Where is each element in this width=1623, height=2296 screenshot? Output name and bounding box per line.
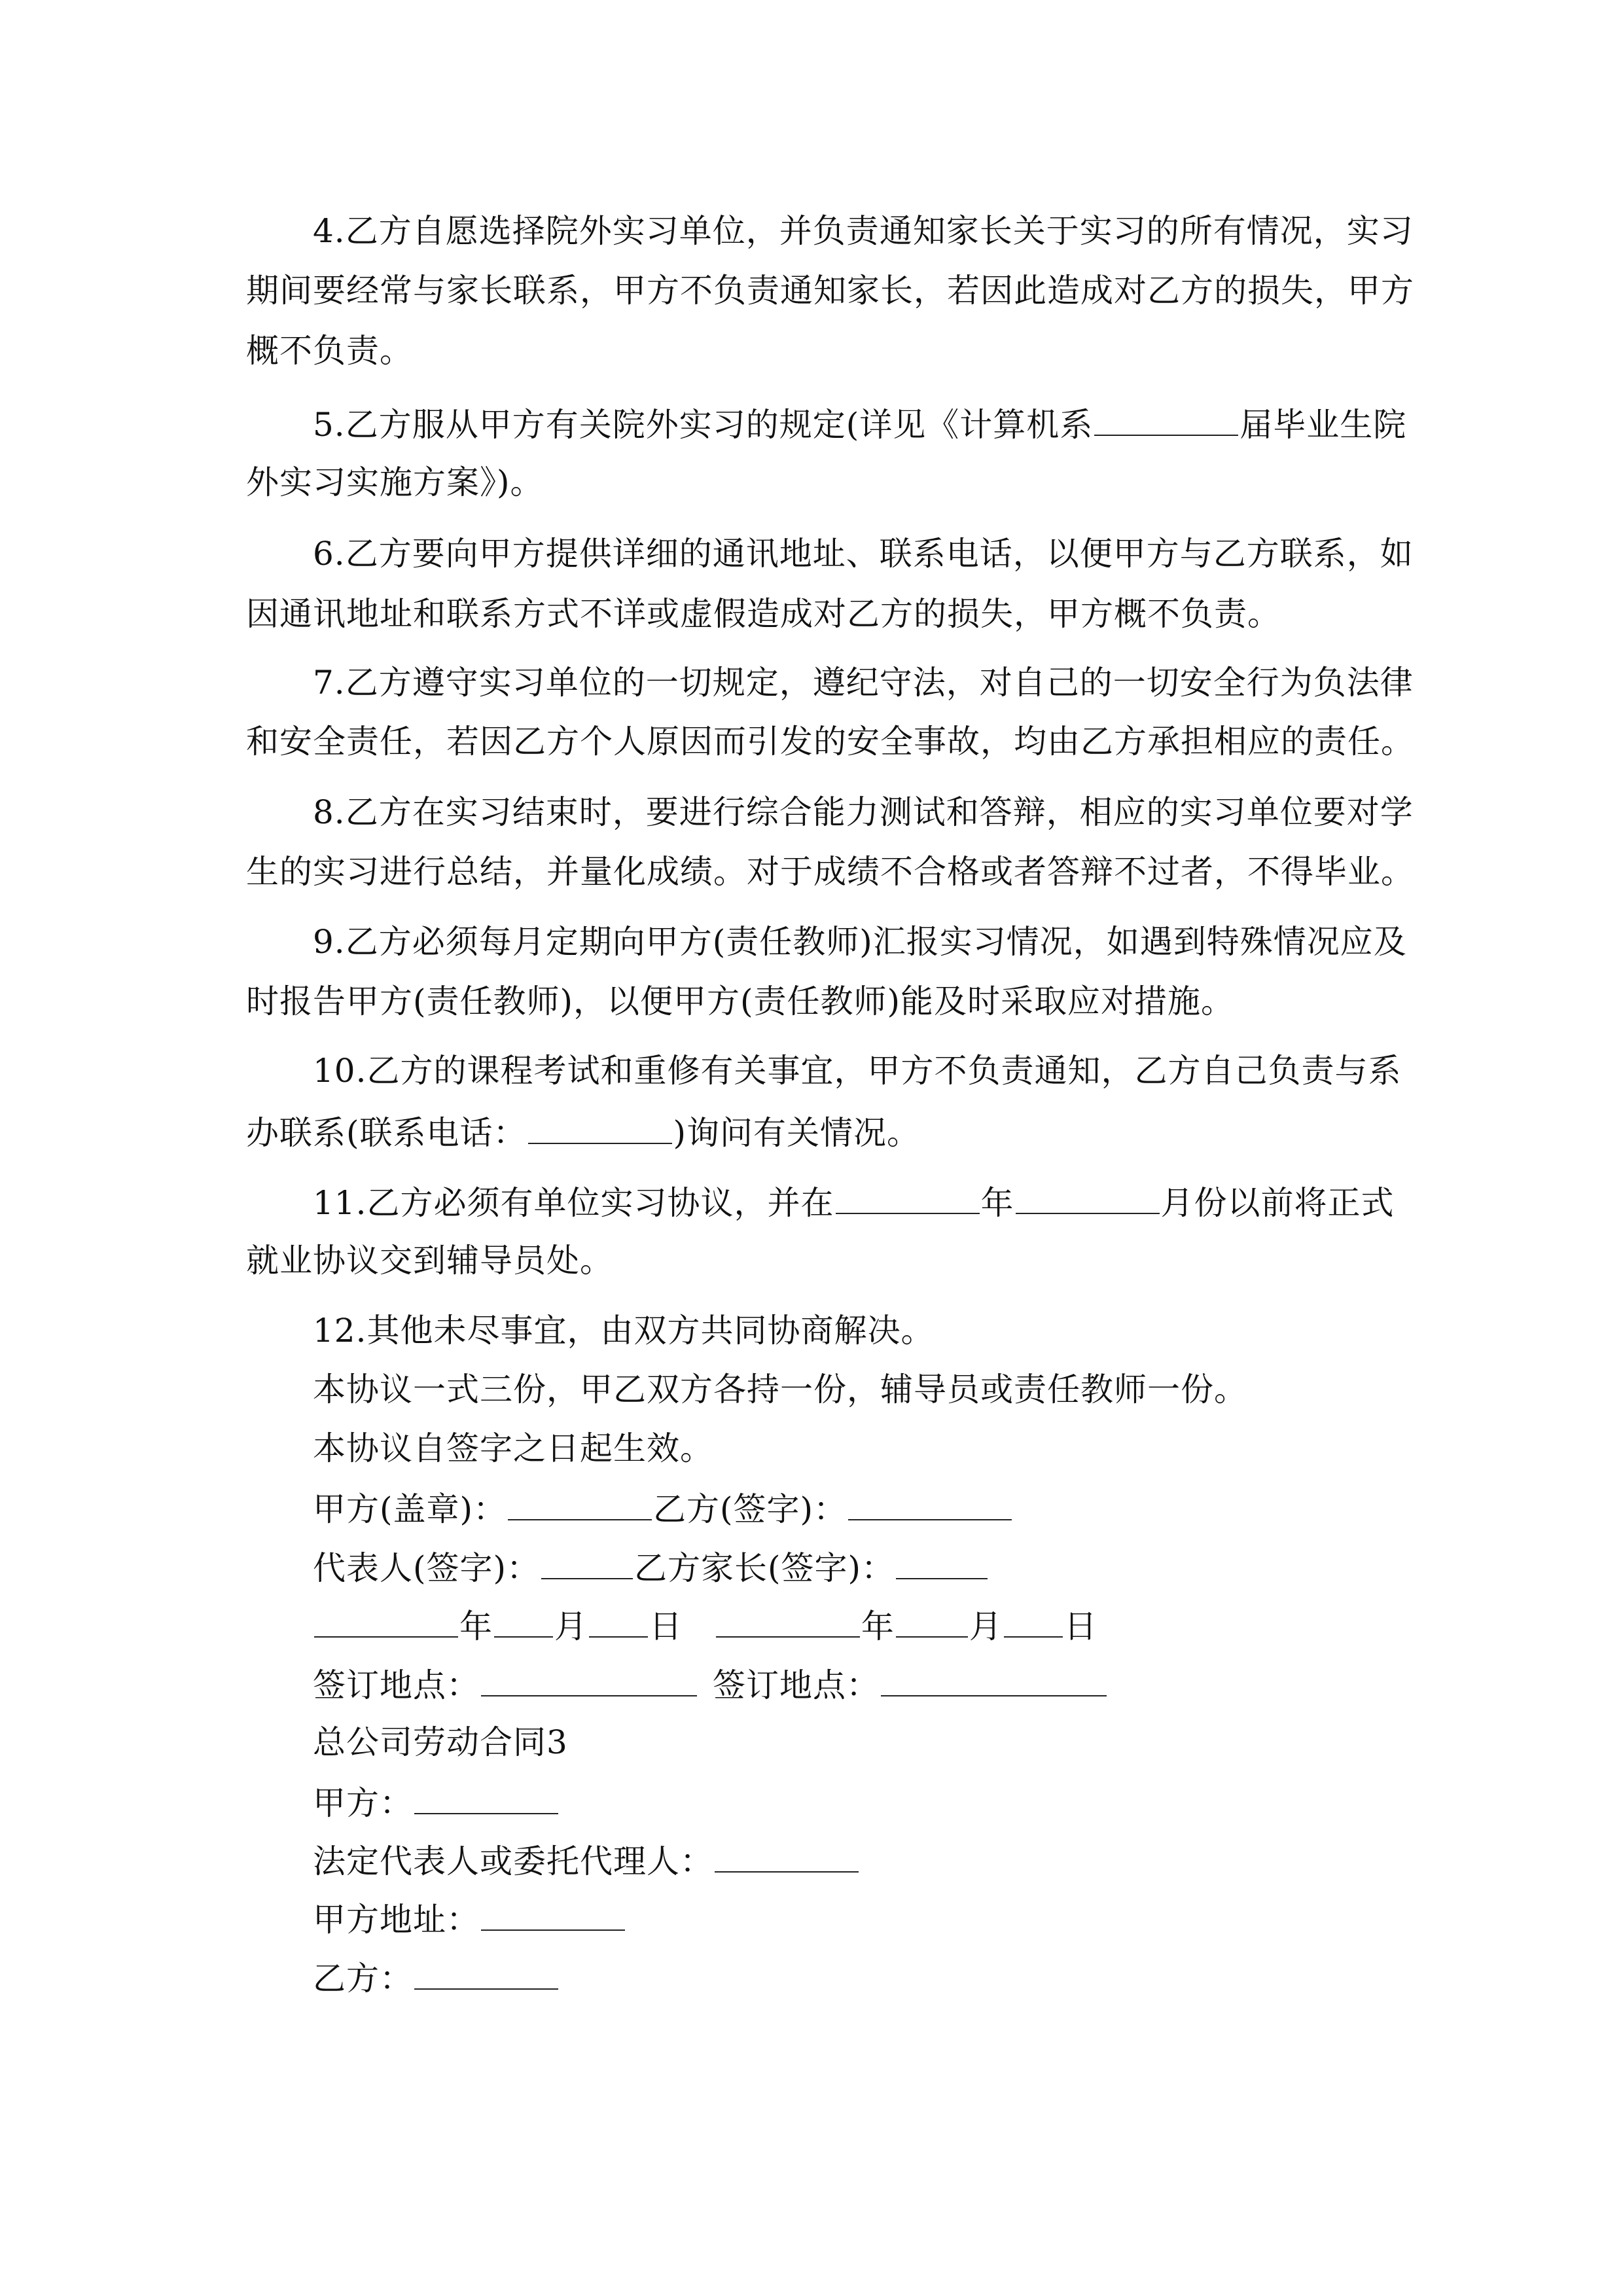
clause-4-line-2: 期间要经常与家长联系，甲方不负责通知家长，若因此造成对乙方的损失，甲方 (246, 272, 1414, 310)
contract-3-party-b-blank (414, 1957, 558, 1990)
date-b-month-label: 月 (969, 1607, 1003, 1645)
date-b-day-label: 日 (1063, 1607, 1097, 1645)
contract-3-party-a-blank (414, 1782, 558, 1814)
clause-4-line-1: 4.乙方自愿选择院外实习单位，并负责通知家长关于实习的所有情况，实习 (313, 212, 1414, 250)
date-b-year-blank (716, 1605, 860, 1638)
contract-3-party-b-label: 乙方： (313, 1960, 413, 1998)
date-a-day-blank (589, 1605, 648, 1638)
party-b-sign-blank (848, 1488, 1012, 1520)
clause-10-line-2 (246, 1111, 920, 1151)
signature-row-representatives (313, 1547, 989, 1586)
party-b-parent-label: 乙方家长(签字)： (634, 1549, 895, 1587)
contract-3-legal-rep-label: 法定代表人或委托代理人： (313, 1842, 713, 1880)
date-b-day-blank (1004, 1605, 1063, 1638)
effective-statement: 本协议自签字之日起生效。 (313, 1429, 713, 1467)
clause-12: 12.其他未尽事宜，由双方共同协商解决。 (313, 1312, 935, 1350)
contract-3-party-a-label: 甲方： (313, 1784, 413, 1822)
clause-4-line-3: 概不负责。 (246, 332, 413, 370)
party-b-sign-label: 乙方(签字)： (653, 1490, 847, 1528)
party-a-seal-blank (508, 1488, 652, 1520)
clause-5-line-2: 外实习实施方案》)。 (246, 463, 544, 501)
clause-8-line-1: 8.乙方在实习结束时，要进行综合能力测试和答辩，相应的实习单位要对学 (313, 793, 1414, 831)
representative-blank (541, 1547, 633, 1579)
copies-statement: 本协议一式三份，甲乙双方各持一份，辅导员或责任教师一份。 (313, 1371, 1247, 1408)
party-b-parent-blank (896, 1547, 988, 1579)
contract-3-party-b (313, 1957, 560, 1996)
clause-10-text-a: 办联系(联系电话： (246, 1114, 527, 1152)
contract-3-party-a-address-blank (481, 1898, 625, 1931)
clause-11-text-a: 11.乙方必须有单位实习协议，并在 (313, 1184, 834, 1222)
contact-phone-blank (528, 1111, 672, 1144)
clause-7-line-1: 7.乙方遵守实习单位的一切规定，遵纪守法，对自己的一切安全行为负法律 (313, 664, 1414, 702)
clause-5-text-a: 5.乙方服从甲方有关院外实习的规定(详见《计算机系 (313, 406, 1094, 444)
party-a-seal-label: 甲方(盖章)： (313, 1490, 507, 1528)
clause-5-line-1 (313, 403, 1406, 442)
signature-row-dates (313, 1605, 1097, 1644)
signature-row-places (313, 1664, 1108, 1703)
date-a-month-blank (494, 1605, 553, 1638)
place-a-blank (481, 1664, 697, 1696)
clause-5-text-b: 届毕业生院 (1240, 406, 1407, 444)
contract-3-party-a-address (313, 1898, 626, 1937)
clause-11-text-c: 月份以前将正式 (1160, 1184, 1395, 1222)
signature-row-parties (313, 1488, 1013, 1527)
deadline-year-blank (836, 1181, 980, 1214)
date-a-year-blank (314, 1605, 458, 1638)
clause-7-line-2: 和安全责任，若因乙方个人原因而引发的安全事故，均由乙方承担相应的责任。 (246, 723, 1414, 761)
contract-3-legal-rep-blank (715, 1840, 859, 1873)
graduation-year-blank (1094, 403, 1238, 436)
contract-3-legal-rep (313, 1840, 860, 1879)
clause-11-text-year: 年 (980, 1184, 1014, 1222)
clause-6-line-1: 6.乙方要向甲方提供详细的通讯地址、联系电话，以便甲方与乙方联系，如 (313, 535, 1414, 573)
deadline-month-blank (1016, 1181, 1160, 1214)
clause-9-line-1: 9.乙方必须每月定期向甲方(责任教师)汇报实习情况，如遇到特殊情况应及 (313, 923, 1407, 961)
representative-label: 代表人(签字)： (313, 1549, 541, 1587)
date-b-month-blank (896, 1605, 968, 1638)
contract-3-party-a-address-label: 甲方地址： (313, 1901, 480, 1939)
place-b-label: 签订地点： (713, 1666, 880, 1704)
clause-10-text-b: )询问有关情况。 (673, 1114, 921, 1152)
contract-3-title: 总公司劳动合同3 (313, 1723, 568, 1761)
clause-9-line-2: 时报告甲方(责任教师)，以便甲方(责任教师)能及时采取应对措施。 (246, 982, 1235, 1020)
date-a-year-label: 年 (459, 1607, 493, 1645)
contract-3-party-a (313, 1782, 560, 1821)
clause-10-line-1: 10.乙方的课程考试和重修有关事宜，甲方不负责通知，乙方自己负责与系 (313, 1052, 1402, 1090)
clause-11-line-2: 就业协议交到辅导员处。 (246, 1242, 613, 1280)
date-a-day-label: 日 (649, 1607, 683, 1645)
place-b-blank (881, 1664, 1107, 1696)
clause-8-line-2: 生的实习进行总结，并量化成绩。对于成绩不合格或者答辩不过者，不得毕业。 (246, 853, 1414, 891)
date-b-year-label: 年 (861, 1607, 895, 1645)
place-a-label: 签订地点： (313, 1666, 480, 1704)
date-a-month-label: 月 (554, 1607, 588, 1645)
clause-6-line-2: 因通讯地址和联系方式不详或虚假造成对乙方的损失，甲方概不负责。 (246, 595, 1281, 633)
clause-11-line-1 (313, 1181, 1395, 1221)
